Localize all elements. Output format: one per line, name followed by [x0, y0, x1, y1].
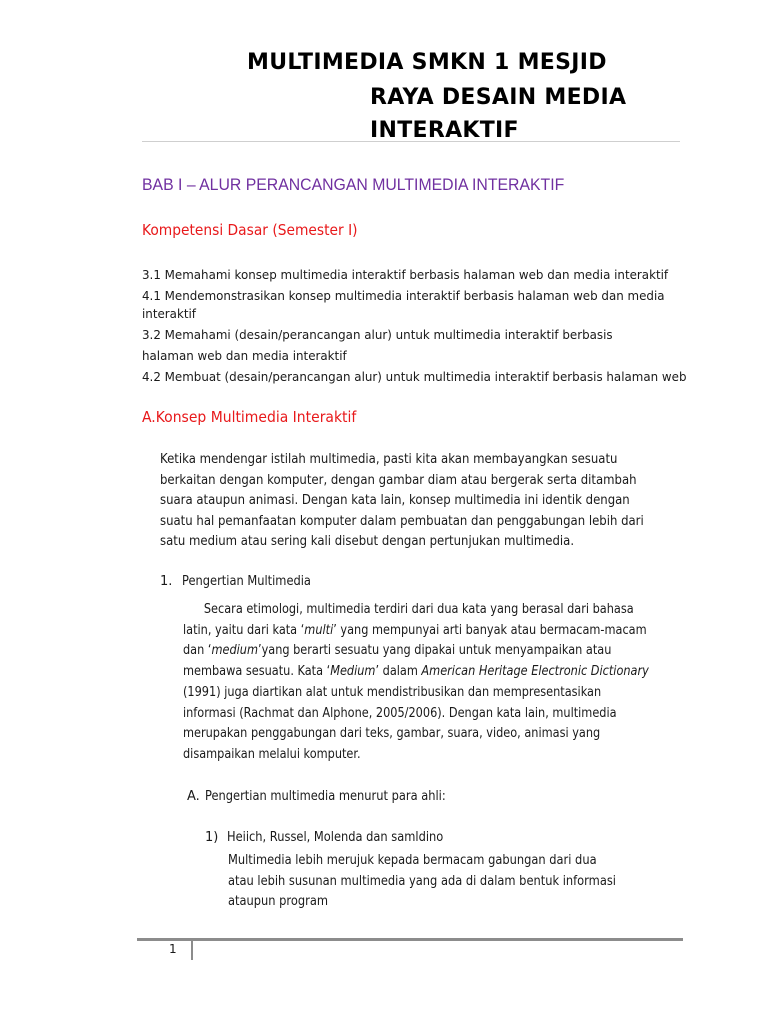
paragraph-line: informasi (Rachmat dan Alphone, 2005/2006). Dengan kata lain, multimedia	[183, 705, 617, 721]
chapter-title: BAB I – ALUR PERANCANGAN MULTIMEDIA INTERAKTIF	[142, 175, 565, 194]
emphasis-text: medium	[211, 643, 258, 659]
list-number: 1)	[205, 830, 219, 845]
paragraph-line: Secara etimologi, multimedia terdiri dari dua kata yang berasal dari bahasa	[203, 602, 634, 617]
paragraph-line: Multimedia lebih merujuk kepada bermacam gabungan dari dua	[228, 853, 597, 868]
kompetensi-line: halaman web dan media interaktif	[142, 348, 347, 363]
document-title-line-1: MULTIMEDIA SMKN 1 MESJID	[247, 50, 607, 75]
page-number: 1	[169, 942, 177, 956]
kompetensi-line: 3.2 Memahami (desain/perancangan alur) untuk multimedia interaktif berbasis	[142, 327, 613, 342]
pengertian-paragraph	[183, 600, 681, 766]
expert-name: Heiich, Russel, Molenda dan samldino	[227, 830, 444, 845]
section-a-paragraph	[160, 450, 720, 553]
emphasis-text: Medium	[330, 664, 376, 680]
footer-divider	[137, 938, 683, 941]
paragraph-line: membawa sesuatu. Kata ‘Medium’ dalam American Heritage Electronic Dictionary	[183, 664, 649, 680]
paragraph-line: (1991) juga diartikan alat untuk mendistribusikan dan mempresentasikan	[183, 684, 602, 700]
header-divider	[142, 141, 680, 142]
paragraph-line: suatu hal pemanfaatan komputer dalam pembuatan dan penggabungan lebih dari	[160, 513, 644, 529]
emphasis-text: American Heritage Electronic Dictionary	[421, 664, 649, 680]
expert-item-1	[205, 830, 473, 845]
paragraph-line: ataupun program	[228, 894, 328, 910]
emphasis-text: multi	[304, 622, 334, 638]
kompetensi-line: 4.1 Mendemonstrasikan konsep multimedia interaktif berbasis halaman web dan media	[142, 288, 665, 303]
sub-item-a	[187, 789, 479, 804]
paragraph-line: merupakan penggabungan dari teks, gambar, suara, video, animasi yang	[183, 726, 601, 742]
paragraph-line: disampaikan melalui komputer.	[183, 746, 361, 762]
list-letter: A.	[187, 789, 200, 804]
paragraph-line: suara ataupun animasi. Dengan kata lain, konsep multimedia ini identik dengan	[160, 493, 630, 509]
kompetensi-line: 3.1 Memahami konsep multimedia interaktif berbasis halaman web dan media interaktif	[142, 267, 669, 282]
kompetensi-line: interaktif	[142, 306, 196, 321]
document-title-line-2: RAYA DESAIN MEDIA	[370, 85, 627, 110]
paragraph-line: satu medium atau sering kali disebut dengan pertunjukan multimedia.	[160, 534, 575, 550]
list-number: 1.	[160, 574, 173, 589]
kompetensi-list	[142, 266, 742, 386]
footer-page-separator	[191, 941, 193, 960]
document-title-line-3: INTERAKTIF	[370, 118, 519, 143]
paragraph-line: atau lebih susunan multimedia yang ada di dalam bentuk informasi	[228, 873, 616, 889]
paragraph-line: Ketika mendengar istilah multimedia, pasti kita akan membayangkan sesuatu	[160, 452, 618, 467]
list-item-label: Pengertian Multimedia	[182, 574, 311, 589]
kompetensi-line: 4.2 Membuat (desain/perancangan alur) untuk multimedia interaktif berbasis halaman web	[142, 369, 687, 384]
paragraph-line: latin, yaitu dari kata ‘multi’ yang mempunyai arti banyak atau bermacam-macam	[183, 622, 647, 638]
paragraph-line: dan ‘medium’yang berarti sesuatu yang dipakai untuk menyampaikan atau	[183, 643, 612, 659]
section-a-heading: A.Konsep Multimedia Interaktif	[142, 408, 357, 426]
numbered-item-1	[160, 574, 329, 589]
paragraph-line: berkaitan dengan komputer, dengan gambar diam atau bergerak serta ditambah	[160, 472, 637, 488]
expert-1-paragraph	[228, 851, 678, 913]
kompetensi-heading: Kompetensi Dasar (Semester I)	[142, 221, 358, 239]
list-item-label: Pengertian multimedia menurut para ahli:	[205, 789, 446, 804]
